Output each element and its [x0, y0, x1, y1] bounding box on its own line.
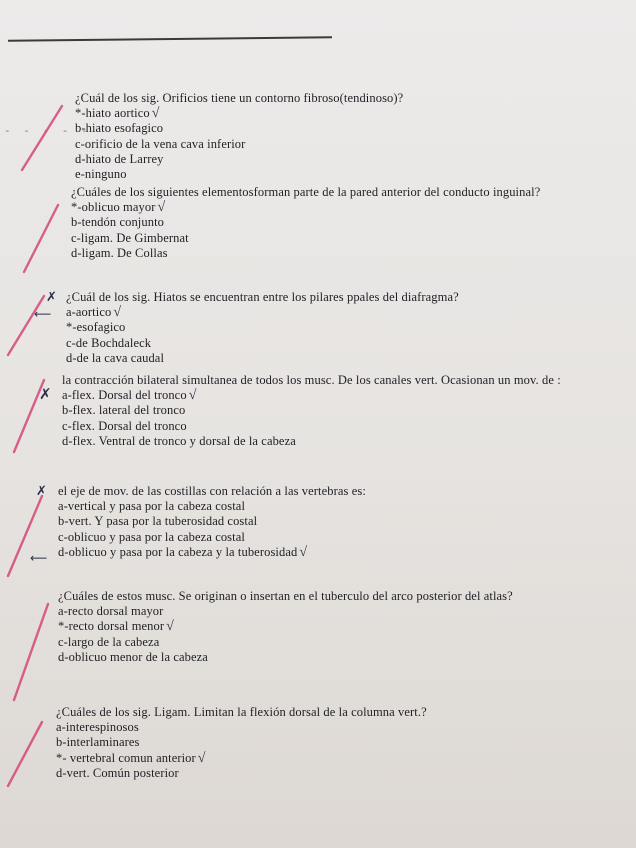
option-d: d-hiato de Larrey	[75, 151, 164, 166]
margin-arrow-icon: ⟵	[34, 307, 52, 321]
margin-arrow-icon: ⟵	[30, 551, 48, 565]
option-b: b-hiato esofagico	[75, 121, 164, 136]
option-d: d-flex. Ventral de tronco y dorsal de la cabeza	[62, 433, 296, 448]
option-e: e-ninguno	[75, 167, 127, 182]
option-d: d-oblicuo y pasa por la cabeza y la tuberosidad √	[58, 544, 308, 560]
check-mark-icon: √	[151, 106, 160, 122]
option-d: d-oblicuo menor de la cabeza	[58, 649, 208, 664]
margin-cross-icon: ✗	[46, 290, 57, 305]
option-d: d-vert. Común posterior	[56, 765, 179, 780]
option-c: c-ligam. De Gimbernat	[71, 230, 189, 245]
option-b: *-esofagico	[66, 320, 126, 335]
option-d: d-ligam. De Collas	[71, 245, 168, 260]
option-a: *-oblicuo mayor √	[71, 200, 166, 216]
option-a: a-aortico √	[66, 305, 122, 321]
margin-dashes: - - - - -	[4, 124, 91, 137]
option-c: c-orificio de la vena cava inferior	[75, 136, 246, 151]
option-c: c-de Bochdaleck	[66, 335, 152, 350]
option-b: b-vert. Y pasa por la tuberosidad costal	[58, 514, 258, 529]
option-b: *-recto dorsal menor √	[58, 619, 174, 635]
option-a: a-vertical y pasa por la cabeza costal	[58, 499, 246, 514]
highlighter-stroke	[24, 205, 58, 272]
option-b: b-flex. lateral del tronco	[62, 403, 186, 418]
highlighter-stroke	[22, 106, 62, 170]
question-stem: ¿Cuáles de los siguientes elementosforman parte de la pared anterior del conducto inguinal?	[71, 185, 541, 199]
highlighter-stroke	[14, 380, 44, 452]
check-mark-icon: √	[188, 388, 197, 404]
highlighter-stroke	[8, 496, 42, 576]
highlighter-stroke	[8, 722, 42, 786]
margin-cross-icon: ✗	[39, 385, 52, 403]
check-mark-icon: √	[299, 544, 308, 560]
highlighter-stroke	[14, 604, 48, 700]
question-stem: la contracción bilateral simultanea de todos los musc. De los canales vert. Ocasionan un mov. de :	[62, 373, 561, 387]
option-c: c-largo de la cabeza	[58, 634, 160, 649]
question-stem: ¿Cuál de los sig. Hiatos se encuentran entre los pilares ppales del diafragma?	[66, 290, 459, 304]
margin-cross-icon: ✗	[36, 484, 47, 499]
question-stem: ¿Cuál de los sig. Orificios tiene un contorno fibroso(tendinoso)?	[75, 91, 404, 105]
option-b: b-tendón conjunto	[71, 215, 165, 230]
option-b: b-interlaminares	[56, 735, 140, 750]
question-stem: ¿Cuáles de los sig. Ligam. Limitan la flexión dorsal de la columna vert.?	[56, 705, 427, 719]
option-c: *- vertebral comun anterior √	[56, 750, 206, 766]
question-stem: ¿Cuáles de estos musc. Se originan o insertan en el tuberculo del arco posterior del atlas?	[58, 589, 513, 603]
option-a: a-flex. Dorsal del tronco √	[62, 388, 197, 404]
question-stem: el eje de mov. de las costillas con relación a las vertebras es:	[58, 484, 366, 498]
check-mark-icon: √	[166, 619, 174, 635]
option-a: a-recto dorsal mayor	[58, 604, 164, 619]
highlighter-stroke	[8, 296, 44, 355]
option-a: a-interespinosos	[56, 720, 139, 735]
check-mark-icon: √	[113, 305, 122, 321]
option-a: *-hiato aortico √	[75, 106, 160, 122]
check-mark-icon: √	[197, 750, 206, 766]
option-d: d-de la cava caudal	[66, 350, 165, 365]
check-mark-icon: √	[157, 200, 166, 216]
option-c: c-flex. Dorsal del tronco	[62, 418, 187, 433]
option-c: c-oblicuo y pasa por la cabeza costal	[58, 529, 245, 544]
